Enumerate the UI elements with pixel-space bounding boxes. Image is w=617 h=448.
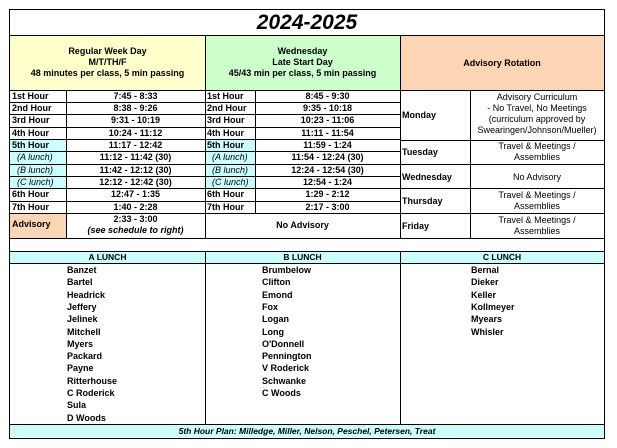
grid-line <box>9 438 605 439</box>
grid-line <box>9 263 605 264</box>
a-lunch-name: Bartel <box>67 277 93 288</box>
a-lunch-name: Jelinek <box>67 314 98 325</box>
rotation-friday-l1: Travel & Meetings / <box>498 215 576 225</box>
rotation-thursday-day: Thursday <box>402 196 443 206</box>
wed-period-label: 3rd Hour <box>207 115 245 125</box>
wed-time: 12:54 - 1:24 <box>302 177 353 187</box>
grid-line <box>205 176 401 177</box>
b-lunch-name: Schwanke <box>262 375 307 386</box>
wed-period-label: 4th Hour <box>207 128 244 138</box>
regular-header-line3: 48 minutes per class, 5 min passing <box>30 68 185 78</box>
grid-line <box>205 188 401 189</box>
regular-header <box>10 36 205 90</box>
regular-time: 1:40 - 2:28 <box>113 202 158 212</box>
a-lunch-name: Headrick <box>67 289 106 300</box>
wed-period-label: 2nd Hour <box>207 103 247 113</box>
grid-line <box>205 213 401 214</box>
advisory-row-note: (see schedule to right) <box>87 225 184 235</box>
grid-line <box>9 164 206 165</box>
wednesday-header-line1: Wednesday <box>277 46 328 56</box>
period-label: 1st Hour <box>12 91 49 101</box>
wed-time: 12:24 - 12:54 (30) <box>291 165 364 175</box>
period-label: 6th Hour <box>12 189 49 199</box>
grid-line <box>205 151 401 152</box>
wed-time: 2:17 - 3:00 <box>305 202 350 212</box>
grid-line <box>400 188 605 189</box>
rotation-tuesday-desc <box>470 141 604 163</box>
grid-line <box>9 151 206 152</box>
a-lunch-name: Sula <box>67 400 87 411</box>
b-lunch-name: V Roderick <box>262 363 310 374</box>
regular-time: 11:42 - 12:12 (30) <box>99 165 172 175</box>
regular-time: 8:38 - 9:26 <box>113 103 158 113</box>
period-label: 7th Hour <box>12 202 49 212</box>
advisory-row-label: Advisory <box>12 219 51 229</box>
rotation-thursday-l2: Assemblies <box>513 201 560 211</box>
grid-line <box>9 90 206 91</box>
rotation-monday-l1: Advisory Curriculum <box>496 92 578 102</box>
wed-time: 10:23 - 11:06 <box>300 115 355 125</box>
b-lunch-name: Long <box>262 326 284 337</box>
regular-header-line2: M/T/TH/F <box>88 57 127 67</box>
rotation-monday-l2: - No Travel, No Meetings <box>487 103 587 113</box>
rotation-thursday-l1: Travel & Meetings / <box>498 190 576 200</box>
period-label: (C lunch) <box>17 177 54 187</box>
rotation-monday-l4: Swearingen/Johnson/Mueller) <box>477 125 597 135</box>
grid-line <box>604 9 605 439</box>
period-label: (B lunch) <box>17 165 54 175</box>
wed-period-label: (B lunch) <box>212 165 249 175</box>
grid-line <box>9 251 605 252</box>
c-lunch-name: Keller <box>471 289 497 300</box>
wed-time: 11:59 - 1:24 <box>303 140 352 150</box>
rotation-monday-day: Monday <box>402 110 437 120</box>
regular-header-line1: Regular Week Day <box>68 46 147 56</box>
grid-line <box>9 201 206 202</box>
rotation-tuesday-l2: Assemblies <box>513 152 560 162</box>
grid-line <box>9 176 206 177</box>
a-lunch-name: D Woods <box>67 412 106 423</box>
grid-line <box>66 90 67 238</box>
wed-period-label: (C lunch) <box>212 177 249 187</box>
grid-line <box>400 36 401 238</box>
b-lunch-name: Brumbelow <box>262 265 312 275</box>
grid-line <box>205 201 401 202</box>
b-lunch-name: Logan <box>262 314 289 325</box>
grid-line <box>9 424 605 425</box>
grid-line <box>205 127 401 128</box>
grid-line <box>400 164 605 165</box>
a-lunch-header: A LUNCH <box>88 252 127 262</box>
rotation-tuesday-day: Tuesday <box>402 147 438 157</box>
grid-line <box>205 102 401 103</box>
grid-line <box>9 9 10 439</box>
b-lunch-name: Fox <box>262 301 279 312</box>
rotation-wednesday-day: Wednesday <box>402 172 452 182</box>
regular-time: 11:17 - 12:42 <box>108 140 163 150</box>
rotation-monday-desc <box>470 92 604 136</box>
advisory-row-wed: No Advisory <box>276 220 329 230</box>
b-lunch-name: Emond <box>262 289 293 300</box>
a-lunch-name: Ritterhouse <box>67 375 118 386</box>
b-lunch-name: C Woods <box>262 388 301 398</box>
grid-line <box>9 139 206 140</box>
a-lunch-name: C Roderick <box>67 388 115 398</box>
wed-time: 11:11 - 11:54 <box>301 128 354 138</box>
grid-line <box>400 140 605 141</box>
wednesday-header-line2: Late Start Day <box>272 57 333 67</box>
period-label: 3rd Hour <box>12 115 50 125</box>
grid-line <box>400 213 605 214</box>
a-lunch-name: Myers <box>67 338 94 349</box>
regular-time: 12:47 - 1:35 <box>110 189 161 199</box>
c-lunch-name: Bernal <box>471 265 500 275</box>
rotation-friday-day: Friday <box>402 221 430 231</box>
grid-line <box>255 90 256 213</box>
grid-line <box>9 102 206 103</box>
rotation-tuesday-l1: Travel & Meetings / <box>498 141 576 151</box>
b-lunch-name: O'Donnell <box>262 338 305 349</box>
wed-period-label: 6th Hour <box>207 189 244 199</box>
wed-time: 9:35 - 10:18 <box>302 103 353 113</box>
grid-line <box>205 90 401 91</box>
rotation-friday-l2: Assemblies <box>513 226 560 236</box>
grid-line <box>400 251 401 424</box>
grid-line <box>205 114 401 115</box>
grid-line <box>205 36 206 238</box>
grid-line <box>9 114 206 115</box>
fifth-hour-plan: 5th Hour Plan: Milledge, Miller, Nelson, Peschel, Petersen, Treat <box>178 426 436 436</box>
a-lunch-name: Packard <box>67 351 103 362</box>
b-lunch-header: B LUNCH <box>283 252 322 262</box>
advisory-row-time: 2:33 - 3:00 <box>113 214 158 224</box>
c-lunch-name: Dieker <box>471 277 499 288</box>
grid-line <box>9 9 605 10</box>
wed-time: 1:29 - 2:12 <box>305 189 350 199</box>
wednesday-header <box>205 36 400 90</box>
regular-time: 12:12 - 12:42 (30) <box>99 177 172 187</box>
grid-line <box>470 90 471 238</box>
grid-line <box>9 35 605 36</box>
wed-period-label: (A lunch) <box>212 152 248 162</box>
advisory-rotation-header <box>400 36 604 90</box>
advisory-rotation-title: Advisory Rotation <box>463 58 541 68</box>
c-lunch-name: Kollmeyer <box>471 301 515 312</box>
wednesday-header-line3: 45/43 min per class, 5 min passing <box>228 68 377 78</box>
regular-time: 9:31 - 10:19 <box>110 115 161 125</box>
grid-line <box>9 127 206 128</box>
wed-period-label: 7th Hour <box>207 202 244 212</box>
period-label: 4th Hour <box>12 128 49 138</box>
rotation-thursday-desc <box>470 190 604 212</box>
a-lunch-name: Jeffery <box>67 301 97 312</box>
page-title: 2024-2025 <box>256 11 358 34</box>
period-label: 2nd Hour <box>12 103 52 113</box>
regular-time: 11:12 - 11:42 (30) <box>99 152 172 162</box>
rotation-monday-l3: (curriculum approved by <box>488 114 586 124</box>
c-lunch-name: Myears <box>471 314 503 325</box>
grid-line <box>9 188 206 189</box>
grid-line <box>205 251 206 424</box>
a-lunch-name: Payne <box>67 363 94 374</box>
c-lunch-name: Whisler <box>471 326 504 337</box>
wed-period-label: 1st Hour <box>207 91 244 101</box>
period-label: (A lunch) <box>17 152 53 162</box>
regular-time: 7:45 - 8:33 <box>113 91 158 101</box>
grid-line <box>205 139 401 140</box>
regular-time: 10:24 - 11:12 <box>108 128 163 138</box>
rotation-wednesday-desc: No Advisory <box>512 172 562 182</box>
c-lunch-header: C LUNCH <box>482 252 522 262</box>
grid-line <box>9 213 206 214</box>
a-lunch-name: Banzet <box>67 265 97 275</box>
wed-time: 11:54 - 12:24 (30) <box>291 152 364 162</box>
a-lunch-name: Mitchell <box>67 326 101 337</box>
wed-period-label: 5th Hour <box>207 140 244 150</box>
b-lunch-name: Pennington <box>262 351 312 362</box>
period-label: 5th Hour <box>12 140 49 150</box>
grid-line <box>205 164 401 165</box>
wed-time: 8:45 - 9:30 <box>305 91 350 101</box>
grid-line <box>9 238 605 239</box>
rotation-friday-desc <box>470 215 604 237</box>
b-lunch-name: Clifton <box>262 277 291 288</box>
